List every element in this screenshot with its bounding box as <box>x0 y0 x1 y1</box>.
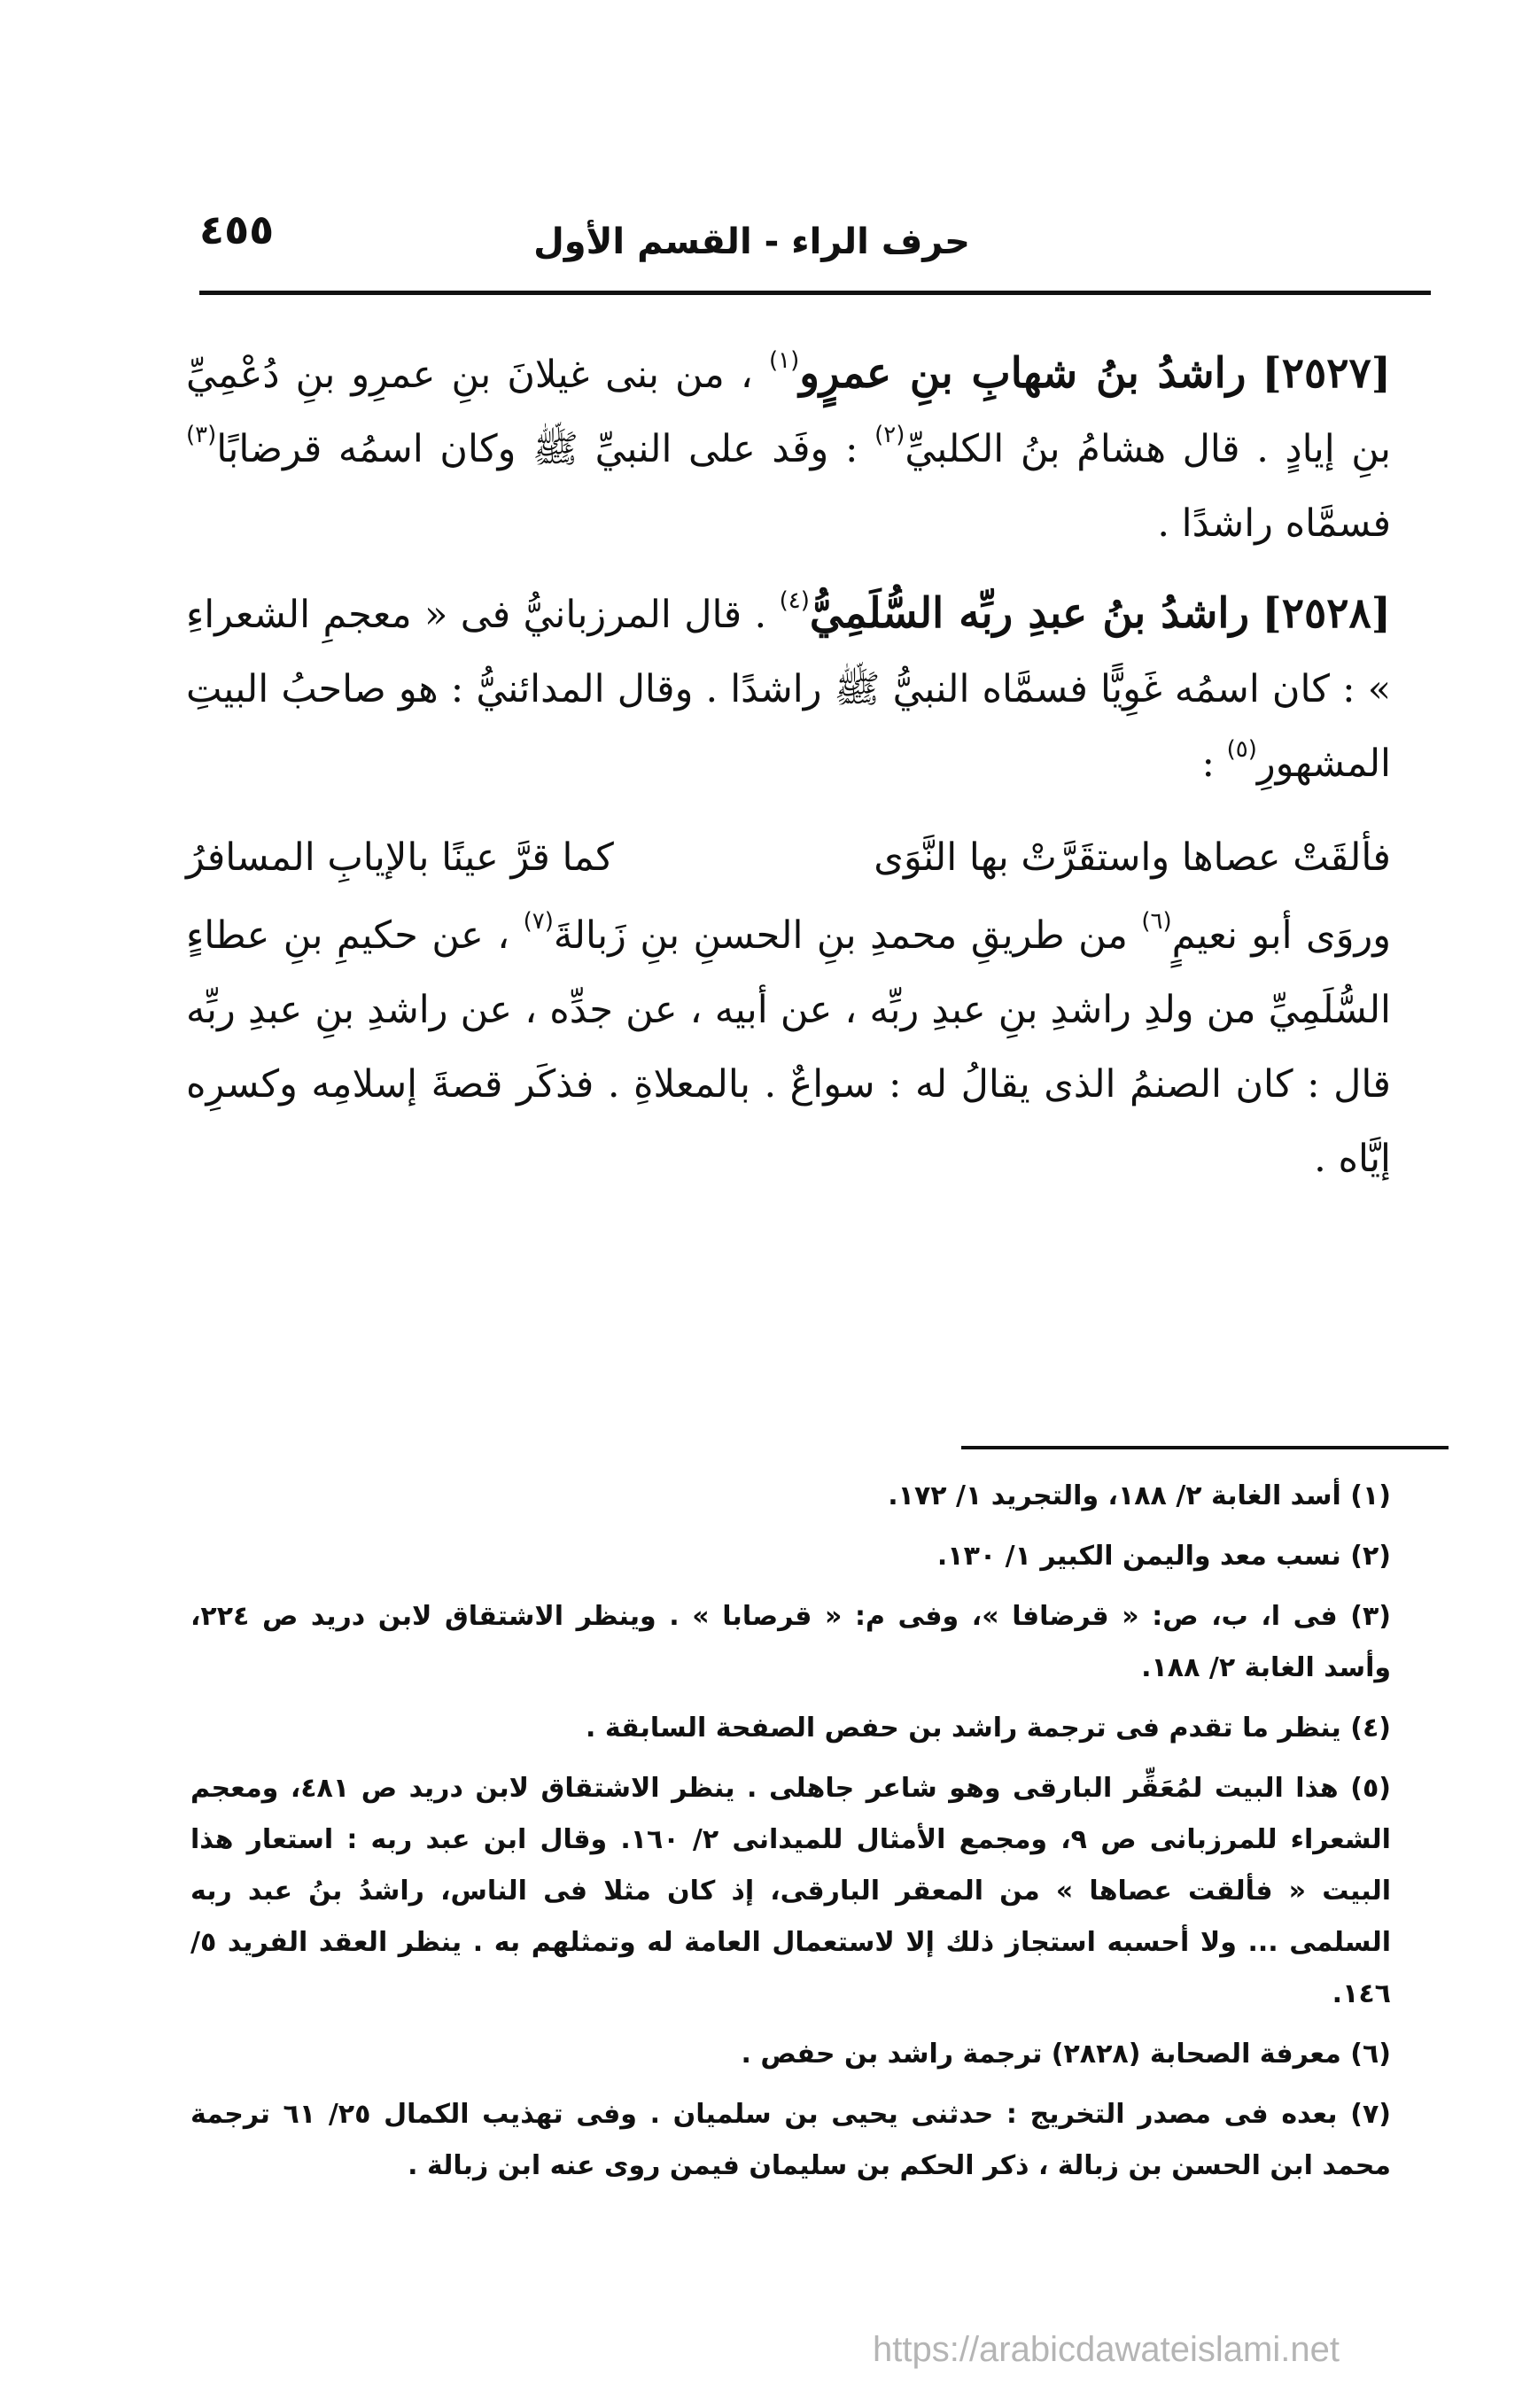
verse-second-hemistich: كما قرَّ عينًا بالإيابِ المسافرُ <box>186 835 614 880</box>
footnote: (٣) فى ا، ب، ص: « قرضافا »، وفى م: « قرصابا » . وينظر الاشتقاق لابن دريد ص ٢٢٤، وأسد الغابة ٢/ ١٨٨. <box>190 1601 1391 1683</box>
footnote-ref: (٥) <box>1226 736 1257 763</box>
footnote-ref: (٤) <box>779 587 810 614</box>
entry-number: [٢٥٢٧] <box>1262 349 1392 398</box>
footnote-ref: (٧) <box>523 908 554 935</box>
footnote: (٢) نسب معد واليمن الكبير ١/ ١٣٠. <box>936 1541 1391 1572</box>
entry-text: ، عن حكيمِ بنِ عطاءٍ السُّلَمِيِّ من ولدِ راشدِ بنِ عبدِ ربِّه ، عن أبيه ، عن جدِّه ، عن راشدِ بنِ عبدِ ربِّه قال : كان الصنمُ الذى يقالُ له : سواعٌ . بالمعلاةِ . فذكَر قصةَ إسلامِه وكسرِه إيَّاه . <box>186 913 1391 1181</box>
footnote: (٥) هذا البيت لمُعَقِّر البارقى وهو شاعر جاهلى . ينظر الاشتقاق لابن دريد ص ٤٨١، ومعجم الشعراء للمرزبانى ص ٩، ومجمع الأمثال للميدانى ٢/ ١٦٠. وقال ابن عبد ربه : استعار هذا البيت « فألقت عصاها » من المعقر البارقى، إذ كان مثلا فى الناس، راشدُ بنُ عبد ربه السلمى ... ولا أحسبه استجاز ذلك إلا لاستعمال العامة له وتمثلهم به . ينظر العقد الفريد ٥/ ١٤٦. <box>190 1773 1391 2009</box>
main-text <box>186 337 1391 1212</box>
footnote-ref: (٦) <box>1141 908 1172 935</box>
watermark-url: https://arabicdawateislami.net <box>873 2330 1340 2369</box>
entry-text: . قال المرزبانيُّ فى « معجمِ الشعراءِ » : كان اسمُه غَوِيًّا فسمَّاه النبيُّ ﷺ راشدًا . وقال المدائنيُّ : هو صاحبُ البيتِ المشهورِ <box>186 593 1391 786</box>
page-number: ٤٥٥ <box>199 206 275 253</box>
footnote-rule <box>961 1446 1449 1449</box>
poem-verse <box>186 817 1391 898</box>
header-rule <box>199 291 1431 295</box>
entry-text: : وفَد على النبيِّ ﷺ وكان اسمُه قرضابًا <box>216 427 858 471</box>
entry-text: ، من بنى غيلانَ بنِ عمرِو بنِ دُعْمِيِّ بنِ إيادٍ . قال هشامُ بنُ الكلبيِّ <box>186 353 1392 471</box>
footnote: (١) أسد الغابة ٢/ ١٨٨، والتجريد ١/ ١٧٢. <box>888 1480 1391 1511</box>
footnotes <box>190 1471 1391 2201</box>
entry-continuation <box>186 898 1391 1196</box>
footnote-ref: (٣) <box>186 422 217 448</box>
entry-2528 <box>186 577 1391 801</box>
entry-text: : <box>1201 742 1215 786</box>
footnote: (٧) بعده فى مصدر التخريج : حدثنى يحيى بن سلميان . وفى تهذيب الكمال ٢٥/ ٦١ ترجمة محمد ابن الحسن بن زبالة ، ذكر الحكم بن سليمان فيمن روى عنه ابن زبالة . <box>190 2099 1391 2181</box>
running-title: حرف الراء - القسم الأول <box>533 221 970 262</box>
page-header <box>199 206 1431 285</box>
entry-number: [٢٥٢٨] <box>1262 589 1392 638</box>
footnote-ref: (١) <box>768 347 800 374</box>
entry-2527 <box>186 337 1391 561</box>
footnote-ref: (٢) <box>874 422 905 448</box>
footnote: (٤) ينظر ما تقدم فى ترجمة راشد بن حفص الصفحة السابقة . <box>586 1713 1391 1744</box>
entry-name: راشدُ بنُ شهابِ بنِ عمرٍو <box>799 349 1247 398</box>
entry-text: فسمَّاه راشدًا . <box>1157 501 1391 546</box>
entry-text: وروَى أبو نعيمٍ <box>1171 913 1391 958</box>
footnote: (٦) معرفة الصحابة (٢٨٢٨) ترجمة راشد بن حفص . <box>741 2039 1391 2070</box>
entry-name: راشدُ بنُ عبدِ ربِّه السُّلَمِيُّ <box>809 589 1250 638</box>
entry-text: من طريقِ محمدِ بنِ الحسنِ بنِ زَبالةَ <box>553 913 1128 958</box>
verse-first-hemistich: فألقَتْ عصاها واستقَرَّتْ بها النَّوَى <box>874 835 1391 880</box>
